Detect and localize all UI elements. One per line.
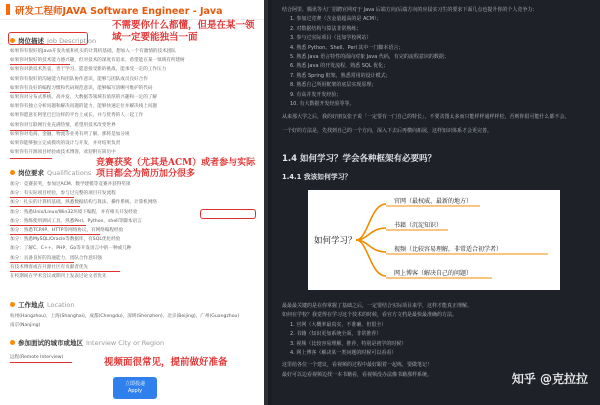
req-line: 加分：熟悉TCP/IP、HTTP等网络协议，有网络编程经验 (10, 228, 124, 234)
article-panel (272, 0, 600, 405)
underline (10, 234, 100, 235)
mindmap-center: 如何学习？ (314, 236, 357, 246)
body-line: 4. 网上博客（解决某一类问题的时候可以看看） (290, 350, 397, 357)
mindmap-branch-label: 网上博客（解决自己的问题） (394, 270, 473, 277)
location-line: 南京(Nanjing) (10, 323, 41, 329)
section-dot-icon (10, 340, 15, 345)
body-line: 3. 视频（比较容易理解，推荐，特别是初学的时候） (290, 340, 407, 347)
underline (10, 271, 120, 272)
body-line: 最最最关键的是在你掌握了基础之后，一定要结合实际项目来学，这样才能真正理解。 (282, 303, 473, 309)
req-line: 加分：熟悉MySQL/Oracle等数据库，有SQL优化经验 (10, 237, 121, 243)
desc-line: 如果你有独立分析问题和解决问题的能力，能够快速定位并解决线上问题 (10, 104, 158, 110)
interview-line: 远程(Remote Interview) (10, 355, 64, 360)
underline (10, 64, 70, 65)
underline (10, 130, 68, 131)
mindmap-branch (356, 204, 386, 240)
desc-line: 如果你对分布式系统、高并发、大数据等领域有浓厚的兴趣和一定的了解 (10, 95, 158, 101)
req-line: 加分：了解C、C++、PHP、Go等开发语言中的一种或几种 (10, 246, 132, 252)
zhihu-watermark: 知乎 @克拉拉 (511, 372, 588, 386)
intro-line: 8. 熟悉自己所用框架的底层实现原理； (290, 82, 377, 89)
article-body (282, 302, 592, 380)
intro-line: 1. 参加过竞赛（含金量超高的是 ACM）； (290, 16, 382, 23)
body-line: 1. 官网（大概率最真实，不准确、但很全） (290, 321, 387, 328)
desc-line: 如果你有开源项目经验或技术博客，欢迎附在简历中 (10, 150, 116, 156)
req-line: 加分：有实际项目经验，参与过完整的项目开发流程 (10, 191, 116, 197)
intro-line: 从来那大学之后，我的好朋友张子说「一定要有一门自己的特长」，不要贪图太多而只能样样通样样松，否则你很可能什么都不会。 (282, 114, 570, 121)
body-line: 如何在学校？我觉得在学习这个技术的时候，看官方文档是最快最准确的方法。 (282, 312, 458, 319)
intro-line: 2. 对数据结构与算法非常熟练； (290, 25, 362, 32)
apply-label-en: Apply (127, 388, 143, 394)
mindmap-branch-label: 官网（最权威、最新的地方） (394, 198, 473, 205)
req-line: 加分：熟悉Unix/Linux/Win32环境下编程，并有相关开发经验 (10, 209, 138, 215)
intro-line: 10. 有大数据开发经验等等。 (290, 101, 355, 108)
location-line: 杭州(Hangzhou)，上海(Shanghai)，成都(Chengdu)，深圳(Shenzhen)，北京(Beijing)，广州(Guangzhou) (10, 314, 240, 319)
job-title: 研发工程师JAVA Software Engineer - Java (15, 5, 223, 17)
body-line: 2. 书籍（知识更加系统全面，非常推荐） (290, 331, 382, 338)
apply-label-zh: 立即投递 (124, 381, 145, 387)
intro-line: 一个好的方法是，先找到自己的一个方向，深入下去后再横向拓展，这样知识体系才会更完善。 (282, 127, 493, 134)
body-line: 最好可以边看视频边找一本书籍看，看视频没办法像书籍那样系统。 (282, 371, 433, 378)
desc-line: 如果你有良好的编程习惯和代码规范意识，能够编写清晰可维护的代码 (10, 85, 153, 91)
req-line: 加分：具备良好的沟通能力，团队合作意识强 (10, 255, 102, 261)
intro-line: 3. 参与过实际项目（比如学校网站） (290, 35, 372, 42)
underline (10, 158, 52, 159)
section-heading: 1.4 如何学习？学会各种框架有必要吗？ (282, 154, 437, 164)
desc-line: 如果你对互联网行业充满热情，希望用技术改变世界 (10, 122, 116, 128)
intro-line: 结合阿里、腾讯等大厂招聘官网对于 Java 后端方向/后端方向的应届实习生的要求下面几点也提升你的个人竞争力： (282, 7, 538, 13)
learning-mindmap (308, 190, 560, 290)
desc-line: 如果你对电商、金融、物流等业务有所了解，那将是加分项 (10, 131, 130, 137)
annotation-video-interview: 视频面很常见，提前做好准备 (104, 357, 228, 368)
intro-line: 5. 熟悉 Java 语言特性的面向对象 Java 代码，有完的流程意识的数据； (290, 54, 449, 61)
section-interview-region: 参加面试的城市或地区 Interview City or Region (10, 338, 164, 347)
intro-line: 6. 熟悉 Java 的开发流程，熟悉 SQL 优化； (290, 63, 389, 70)
mindmap-branch-label: 视频（比较容易理解，非常适合初学者） (394, 246, 503, 253)
section-location: 工作地点 Location (10, 300, 75, 309)
desc-line: 如果你能够独立完成模块的设计与开发，并对结果负责 (10, 141, 121, 147)
mindmap-branch-label: 书籍（沉淀知识） (394, 222, 443, 229)
underline (10, 362, 72, 363)
section-dot-icon (10, 170, 15, 175)
highlight-box (8, 32, 88, 45)
underline (10, 206, 80, 207)
body-line: 这里给各位一个建议，看视频的过程中最好跟着一起练，要做笔记！ (282, 362, 433, 369)
interview-text (10, 353, 90, 362)
flag-icon (6, 4, 10, 15)
article-intro (282, 6, 592, 136)
highlight-box (200, 209, 256, 219)
desc-line: 如果你对新技术热衷，善于学习，愿意接受新的挑战，能承受一定的工作压力 (10, 67, 167, 73)
location-text (10, 312, 258, 330)
req-line: 在校期间在学术会议或期刊上发表过论文者优先 (10, 274, 107, 280)
qualifications-text (10, 180, 258, 281)
subsection-heading: 1.4.1 我该如何学习？ (282, 173, 352, 181)
intro-line: 7. 熟悉 Spring 框架，熟悉常用的设计模式； (290, 72, 391, 79)
desc-line: 如果你对很好的技术能力感兴趣，但对技术的深度有追求，希望能在某一领域有所建树 (10, 58, 185, 64)
req-line: 加分：熟练使用调试工具，熟悉Perl、Python、shell等脚本语言 (10, 218, 142, 224)
annotation-awards: 竞赛获奖（尤其是ACM）或者参与实际项目都会为简历加分很多 (96, 158, 256, 180)
annotation-specialize: 不需要你什么都懂，但是在某一领域一定要能独当一面 (112, 20, 255, 43)
mindmap-branch (356, 240, 386, 276)
underline (10, 92, 50, 93)
req-line: 加分：扎实的计算机基础，熟悉数据结构与算法、操作系统、计算机网络 (10, 200, 158, 206)
req-line: 加分：竞赛获奖，参加过ACM、数学建模等竞赛并获得奖项 (10, 182, 131, 187)
intro-line: 9. 有高并发开发经验； (290, 91, 342, 98)
underline (10, 262, 74, 263)
desc-line: 如果你有很好的Java开发功底和扎实的计算机基础，想加入一个有激情的技术团队 (10, 49, 176, 54)
desc-line: 如果你有很好的沟通能力和团队协作意识，能够与团队成员良好合作 (10, 76, 148, 82)
section-qualifications: 岗位要求 Qualifications (10, 168, 91, 177)
mindmap-graphic (308, 190, 560, 290)
req-line: 有技术博客或在开源社区有贡献者优先 (10, 264, 89, 270)
job-header (0, 0, 264, 20)
desc-line: 如果你愿意在阿里巴巴这样的平台上成长，并与优秀的人一起工作 (10, 113, 144, 119)
apply-button[interactable] (113, 377, 157, 399)
job-posting-panel (0, 0, 268, 405)
underline (10, 197, 74, 198)
section-dot-icon (10, 302, 15, 307)
section-job-description: 岗位描述 Job Description (10, 36, 96, 45)
underline (10, 225, 86, 226)
intro-line: 4. 熟悉 Python、Shell、Perl 其中一门脚本语言； (290, 44, 404, 51)
